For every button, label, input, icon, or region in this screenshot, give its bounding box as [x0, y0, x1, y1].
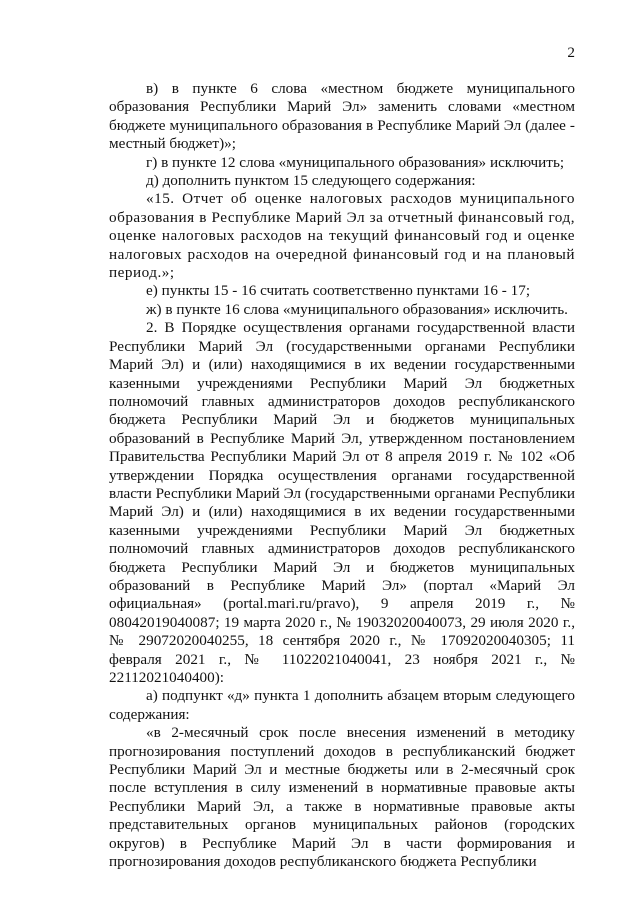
- paragraph-amendment-g: г) в пункте 12 слова «муниципального образования» исключить;: [146, 153, 565, 171]
- paragraph-amendment-e: е) пункты 15 - 16 считать соответственно пунктами 16 - 17;: [146, 282, 531, 300]
- paragraph-quoted-two-month-term: «в 2-месячный срок после внесения изменений в методику прогнозирования поступлений доходов в республиканский бюджет Республики Марий Эл и местные бюджеты или в 2-месячный срок после вступления в силу изменений в нормативные правовые акты Республики Марий Эл, а также в нормативные правовые акты представительных органов муниципальных районов (городских округов) в Республике Марий Эл в части формирования и прогнозирования доходов республиканского бюджета Республики: [109, 724, 575, 871]
- page-number: 2: [567, 44, 575, 61]
- paragraph-subpoint-a: а) подпункт «д» пункта 1 дополнить абзацем вторым следующего содержания:: [109, 687, 575, 723]
- paragraph-amendment-zh: ж) в пункте 16 слова «муниципального образования» исключить.: [146, 300, 568, 318]
- paragraph-quoted-point-15: «15. Отчет об оценке налоговых расходов муниципального образования в Республике Марий Эл за отчетный финансовый год, оценке налоговых расходов на текущий финансовый год и оценке налоговых расходов на очередной финансовый год и на плановый период.»;: [109, 190, 575, 282]
- document-body: [109, 80, 575, 871]
- paragraph-amendment-v: в) в пункте 6 слова «местном бюджете муниципального образования Республики Марий Эл» заменить словами «местном бюджете муниципального образования в Республике Марий Эл (далее - местный бюджет)»;: [109, 80, 575, 153]
- paragraph-amendment-d: д) дополнить пунктом 15 следующего содержания:: [146, 172, 476, 190]
- paragraph-section-2: 2. В Порядке осуществления органами государственной власти Республики Марий Эл (государственными органами Республики Марий Эл) и (или) находящимися в их ведении государственными казенными учреждениями Республики Марий Эл бюджетных полномочий главных администраторов доходов республиканского бюджета Республики Марий Эл и бюджетов муниципальных образований в Республике Марий Эл, утвержденном постановлением Правительства Республики Марий Эл от 8 апреля 2019 г. № 102 «Об утверждении Порядка осуществления органами государственной власти Республики Марий Эл (государственными органами Республики Марий Эл) и (или) находящимися в их ведении государственными казенными учреждениями Республики Марий Эл бюджетных полномочий главных администраторов доходов республиканского бюджета Республики Марий Эл и бюджетов муниципальных образований в Республике Марий Эл» (портал «Марий Эл официальная» (portal.mari.ru/pravo), 9 апреля 2019 г., № 08042019040087; 19 марта 2020 г., № 19032020040073, 29 июля 2020 г., № 29072020040255, 18 сентября 2020 г., № 17092020040305; 11 февраля 2021 г., № 11022021040041, 23 ноября 2021 г., № 22112021040400):: [109, 319, 575, 686]
